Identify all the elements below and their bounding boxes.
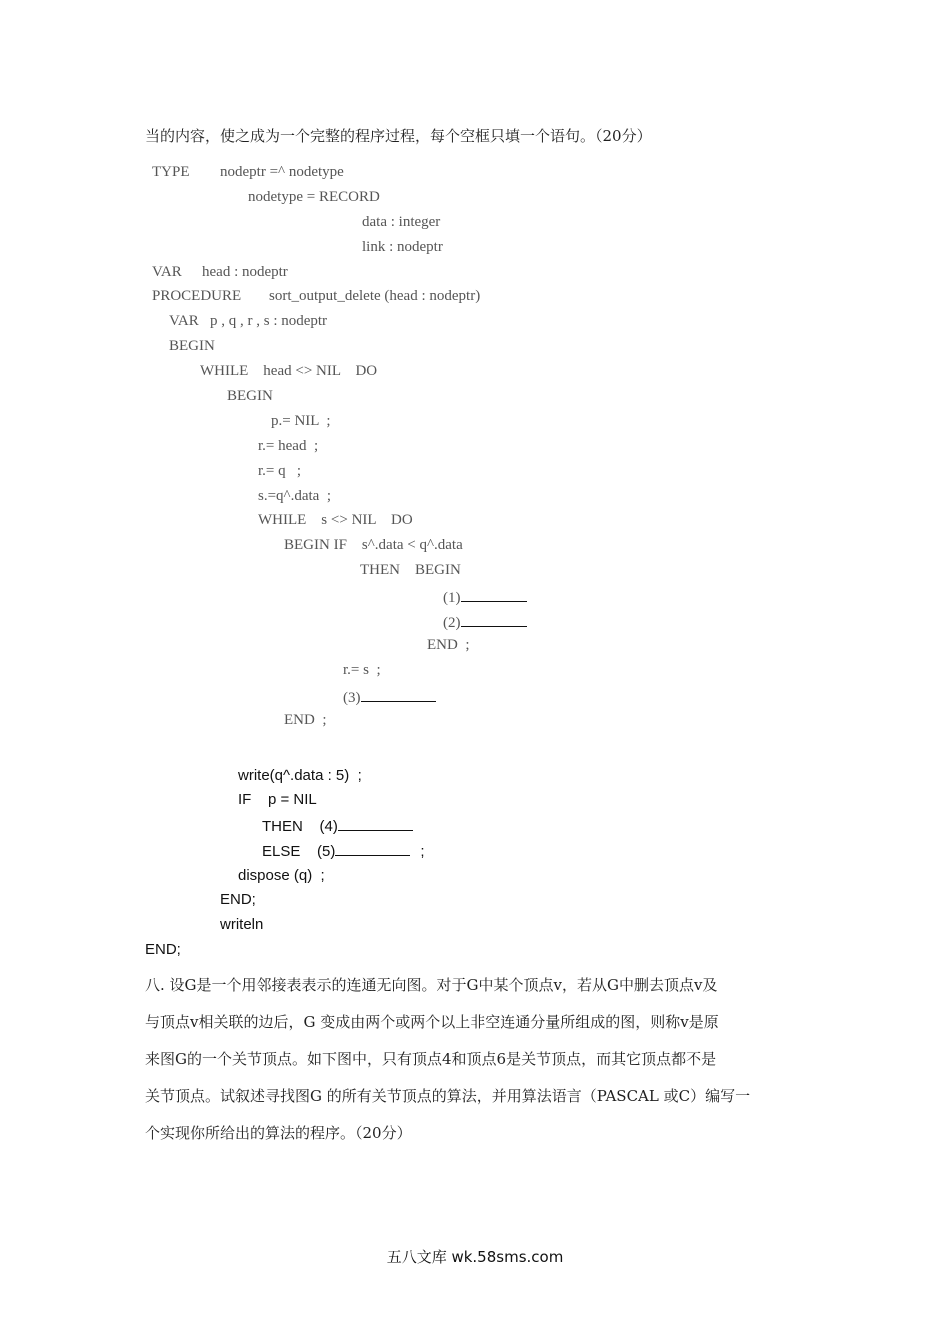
code-local-vars: VAR p , q , r , s : nodeptr: [169, 313, 328, 329]
blank-5-semicolon: ;: [420, 843, 425, 860]
code-assign-p: p.= NIL ;: [271, 413, 331, 429]
blank-2-label: (2): [443, 615, 461, 631]
code-record-decl: nodetype = RECORD: [248, 189, 380, 205]
blank-3-line[interactable]: [361, 687, 436, 702]
code-blank-4: [262, 816, 413, 835]
code-if-p: IF p = NIL: [238, 791, 317, 808]
code-begin-loop: BEGIN: [227, 388, 273, 404]
blank-5-label: ELSE (5): [262, 843, 336, 860]
code-assign-r-s: r.= s ;: [343, 662, 381, 678]
code-end-loop: END;: [220, 891, 256, 908]
code-blank-1: [443, 587, 527, 607]
code-var-head: head : nodeptr: [202, 264, 288, 280]
blank-5-line[interactable]: [335, 841, 410, 856]
code-then-begin: THEN BEGIN: [360, 562, 461, 578]
code-writeln: writeln: [220, 916, 264, 933]
code-end-while-s: END ;: [284, 712, 327, 728]
q8-line-5: 个实现你所给出的算法的程序。（20分）: [145, 1124, 412, 1142]
code-type-keyword: TYPE: [152, 164, 190, 180]
code-assign-r-head: r.= head ;: [258, 438, 319, 454]
code-procedure-keyword: PROCEDURE: [152, 288, 242, 304]
code-while-head: WHILE head <> NIL DO: [200, 363, 378, 379]
code-assign-r-q: r.= q ;: [258, 463, 302, 479]
blank-1-label: (1): [443, 590, 461, 606]
page-footer: 五八文库 wk.58sms.com: [386, 1248, 564, 1266]
q8-line-2: 与顶点v相关联的边后，G 变成由两个或两个以上非空连通分量所组成的图，则称v是原: [145, 1013, 719, 1031]
intro-line: 当的内容，使之成为一个完整的程序过程，每个空框只填一个语句。（20分）: [145, 127, 652, 145]
code-write: write(q^.data : 5) ;: [238, 767, 362, 784]
q8-line-3: 来图G的一个关节顶点。如下图中，只有顶点4和顶点6是关节顶点，而其它顶点都不是: [145, 1050, 717, 1068]
code-field-data: data : integer: [362, 214, 441, 230]
code-field-link: link : nodeptr: [362, 239, 443, 255]
code-end-procedure: END;: [145, 941, 181, 958]
code-dispose: dispose (q) ;: [238, 867, 325, 884]
code-assign-s: s.=q^.data ;: [258, 488, 331, 504]
code-blank-3: [343, 687, 436, 707]
code-begin-if: BEGIN IF s^.data < q^.data: [284, 537, 463, 553]
code-end-then: END ;: [427, 637, 470, 653]
code-while-s: WHILE s <> NIL DO: [258, 512, 413, 528]
code-begin-outer: BEGIN: [169, 338, 215, 354]
blank-1-line[interactable]: [461, 587, 527, 602]
code-var-keyword: VAR: [152, 264, 182, 280]
code-procedure-signature: sort_output_delete (head : nodeptr): [269, 288, 481, 304]
blank-2-line[interactable]: [461, 612, 527, 627]
blank-4-line[interactable]: [338, 816, 413, 831]
code-type-decl: nodeptr =^ nodetype: [220, 164, 344, 180]
code-blank-5: [262, 841, 425, 860]
code-blank-2: [443, 612, 527, 632]
q8-line-1: 八. 设G是一个用邻接表表示的连通无向图。对于G中某个顶点v，若从G中删去顶点v及: [145, 976, 718, 994]
blank-3-label: (3): [343, 690, 361, 706]
q8-line-4: 关节顶点。试叙述寻找图G 的所有关节顶点的算法，并用算法语言（PASCAL 或C）编写一: [145, 1087, 751, 1105]
blank-4-label: THEN (4): [262, 818, 338, 835]
